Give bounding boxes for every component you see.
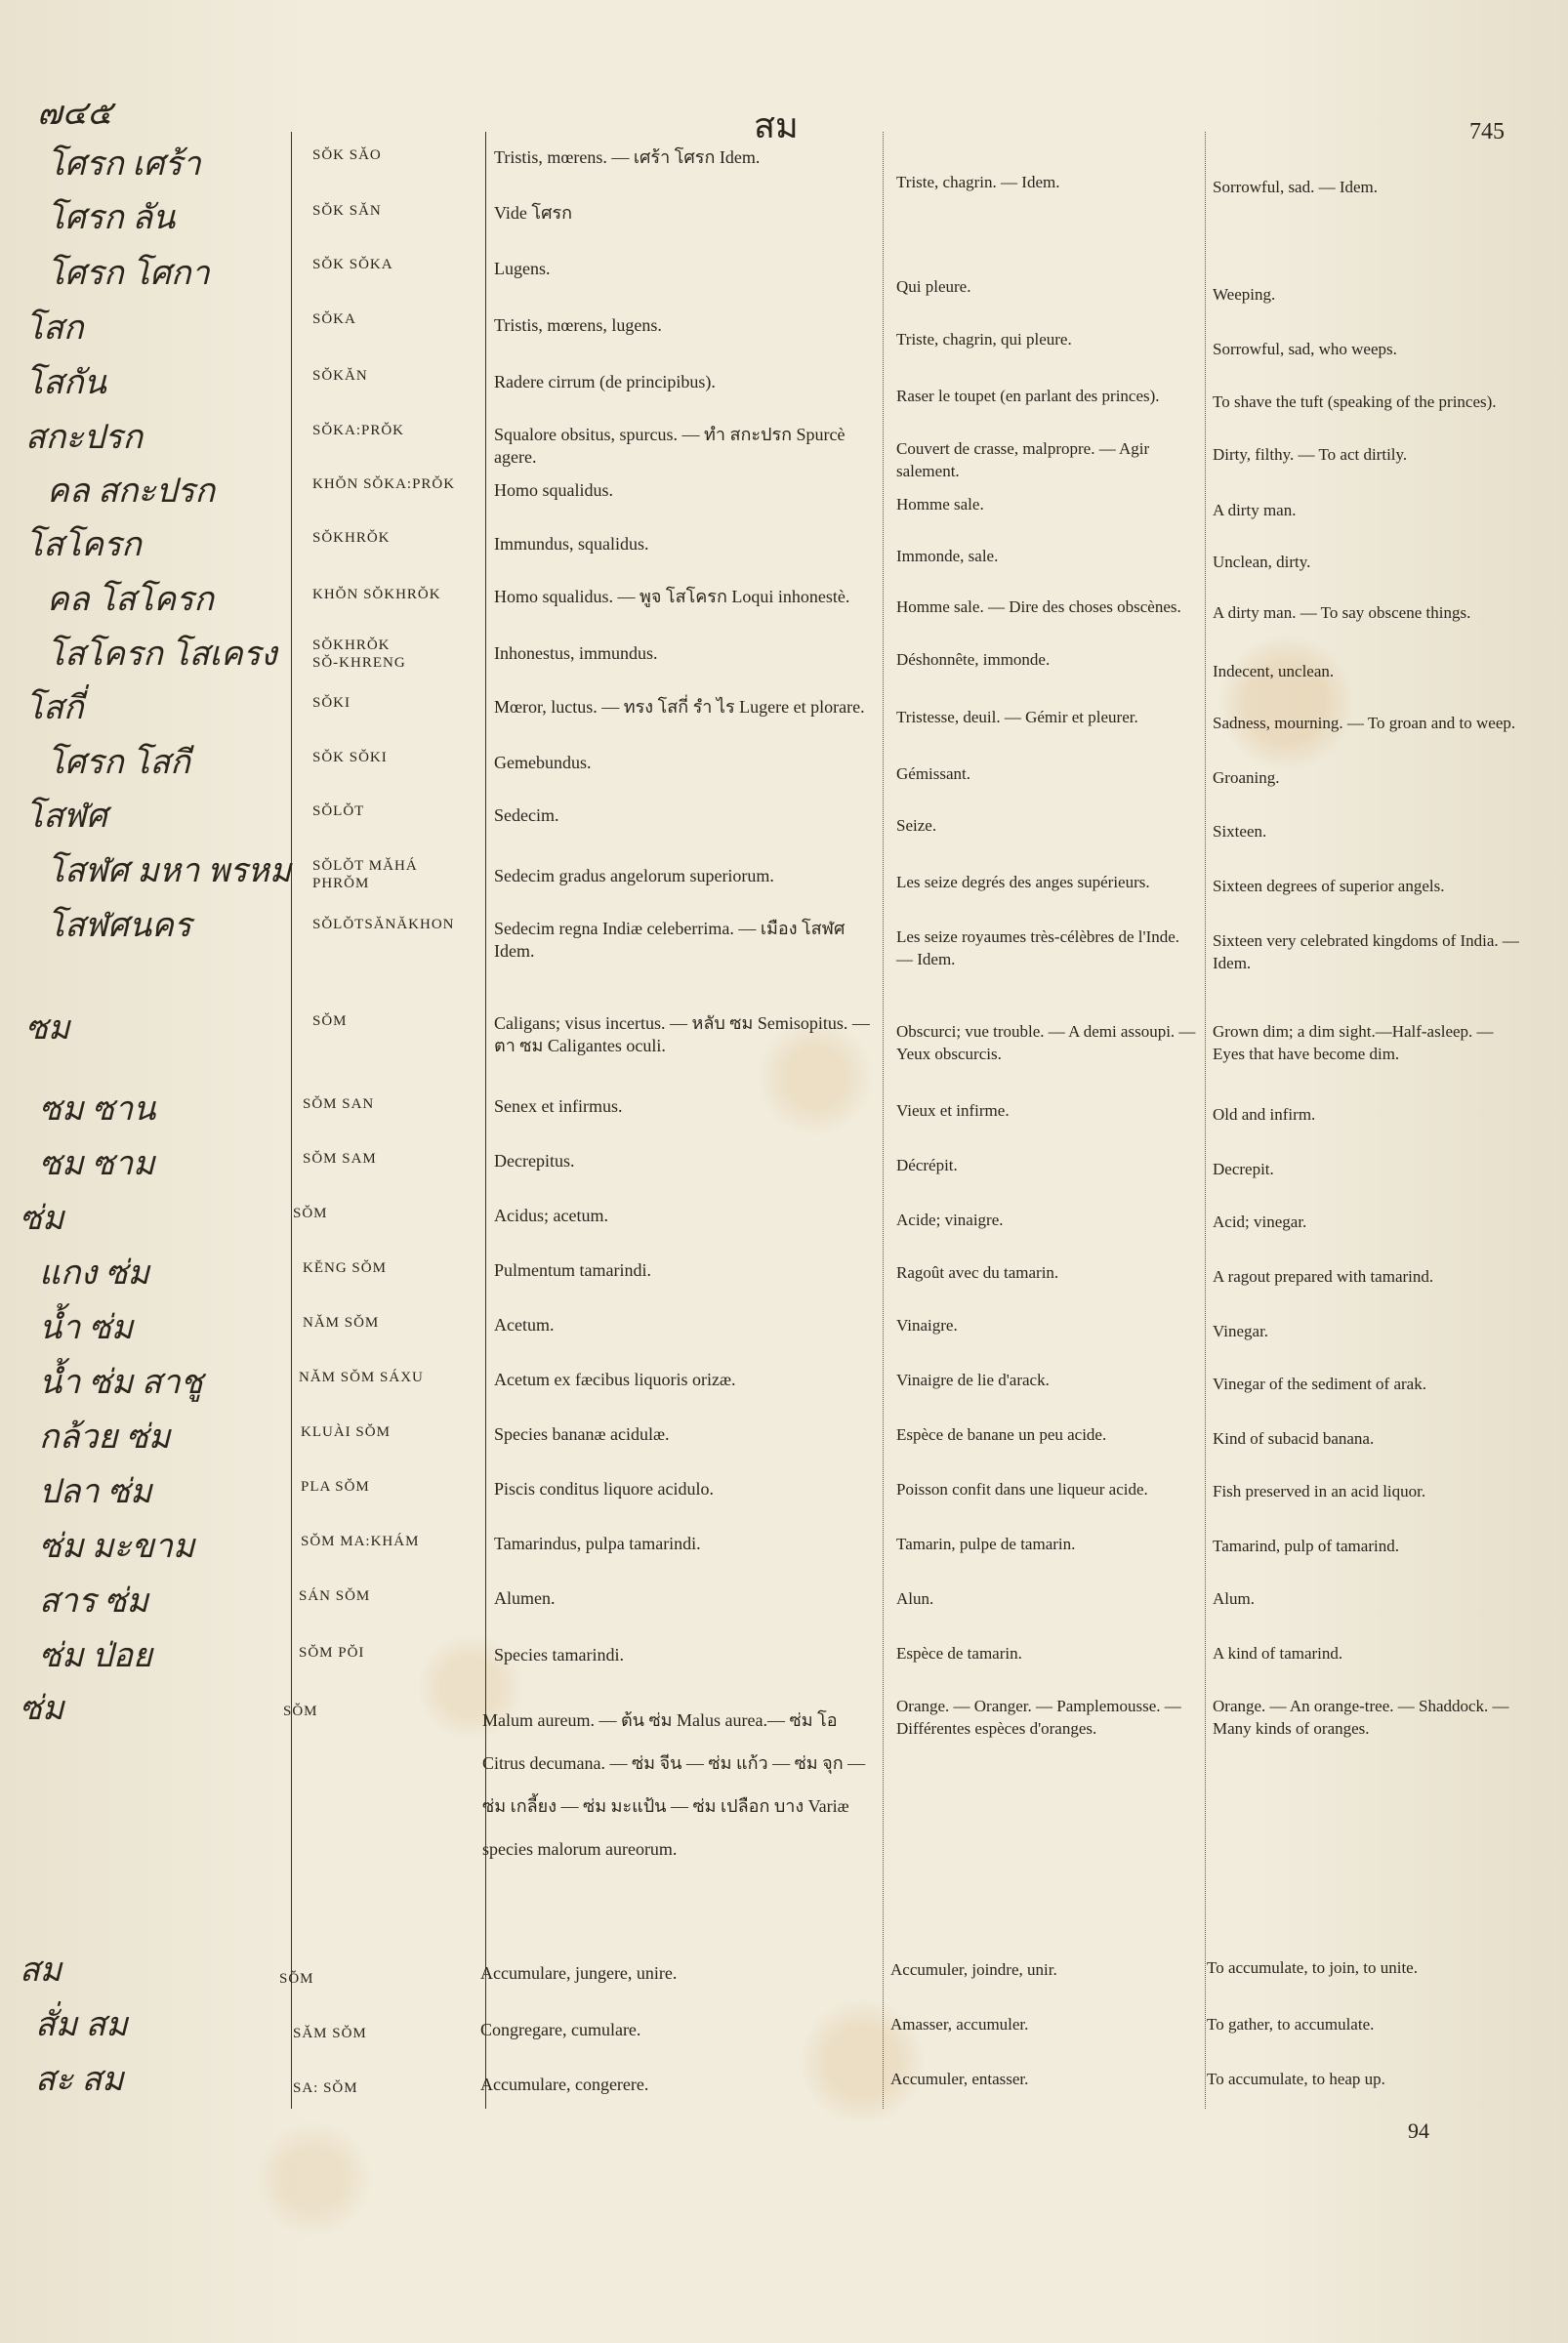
latin-definition: Senex et infirmus. [494, 1096, 623, 1116]
transliteration: SǍM SŎM [293, 2026, 367, 2041]
latin-definition: Acidus; acetum. [494, 1206, 608, 1225]
thai-headword: โศรก โศกา [47, 256, 210, 292]
english-definition: A dirty man. [1213, 501, 1297, 519]
transliteration: SŎM MA:KHÁM [301, 1534, 420, 1549]
thai-headword: โสโครก [25, 527, 142, 563]
transliteration: SŎKHRŎK SŎ-KHRENG [312, 637, 406, 671]
french-definition: Amasser, accumuler. [890, 2015, 1029, 2034]
page-heading-thai: สม [754, 106, 799, 145]
english-definition: To gather, to accumulate. [1207, 2015, 1375, 2034]
transliteration: SŎKI [312, 695, 351, 711]
english-definition: A ragout prepared with tamarind. [1213, 1267, 1434, 1286]
latin-definition: Immundus, squalidus. [494, 534, 649, 554]
french-definition: Alun. [896, 1589, 934, 1608]
thai-headword: กล้วย ซ่ม [39, 1419, 171, 1456]
transliteration: NǍM SŎM [303, 1315, 380, 1331]
thai-headword: สาร ซ่ม [39, 1583, 149, 1620]
french-definition: Tamarin, pulpe de tamarin. [896, 1535, 1076, 1553]
french-definition: Poisson confit dans une liqueur acide. [896, 1480, 1148, 1499]
transliteration: KLUÀI SŎM [301, 1424, 391, 1440]
latin-definition: Alumen. [494, 1588, 556, 1608]
transliteration: SŎKA:PRŎK [312, 423, 405, 438]
latin-definition: Species tamarindi. [494, 1645, 624, 1665]
latin-definition: Vide โศรก [494, 203, 573, 223]
transliteration: PLA SŎM [301, 1479, 370, 1495]
thai-headword: โสฬศ มหา พรหม [47, 853, 292, 889]
latin-definition: Accumulare, congerere. [480, 2075, 649, 2094]
transliteration: SŎK SǍO [312, 147, 382, 163]
latin-definition: Sedecim. [494, 805, 559, 825]
french-definition: Accumuler, joindre, unir. [890, 1960, 1057, 1979]
english-definition: Vinegar. [1213, 1322, 1269, 1340]
latin-definition: Species bananæ acidulæ. [494, 1424, 670, 1444]
thai-headword: ซ่ม มะขาม [39, 1529, 195, 1565]
french-definition: Obscurci; vue trouble. — A demi assoupi. — Yeux obscurcis. [896, 1022, 1196, 1063]
french-definition: Accumuler, entasser. [890, 2070, 1029, 2088]
latin-definition: Sedecim gradus angelorum superiorum. [494, 866, 774, 885]
column-divider [883, 132, 884, 2109]
english-definition: Sadness, mourning. — To groan and to weep. [1213, 714, 1516, 732]
latin-definition: Homo squalidus. — พูจ โสโครก Loqui inhonestè. [494, 587, 850, 606]
thai-headword: โสโครก โสเครง [47, 637, 277, 673]
french-definition: Qui pleure. [896, 277, 971, 296]
thai-headword: โศรก โสกี [47, 745, 190, 781]
english-definition: To shave the tuft (speaking of the princes). [1213, 392, 1497, 411]
transliteration: SŎM [312, 1013, 348, 1029]
thai-headword: สกะปรก [25, 420, 144, 456]
latin-definition: Squalore obsitus, spurcus. — ทำ สกะปรก Spurcè agere. [494, 425, 846, 467]
latin-definition: Inhonestus, immundus. [494, 643, 658, 663]
thai-headword: โศรก ลัน [47, 200, 176, 236]
transliteration: SŎM SAN [303, 1096, 375, 1112]
english-definition: Fish preserved in an acid liquor. [1213, 1482, 1426, 1500]
french-definition: Gémissant. [896, 764, 971, 783]
thai-headword: โสก [25, 310, 84, 347]
french-definition: Déshonnête, immonde. [896, 650, 1051, 669]
thai-headword: คล โสโครก [47, 582, 214, 618]
transliteration: KHŎN SŎKA:PRŎK [312, 476, 456, 492]
column-divider [1205, 132, 1206, 2109]
transliteration: SŎM [293, 1206, 328, 1221]
thai-headword: โสกัน [25, 365, 106, 401]
latin-definition: Pulmentum tamarindi. [494, 1260, 651, 1280]
latin-definition: Homo squalidus. [494, 480, 614, 500]
transliteration: SÁN SŎM [299, 1588, 371, 1604]
transliteration: SŎLŎT MǍHÁ PHRŎM [312, 858, 418, 891]
latin-definition: Lugens. [494, 259, 551, 278]
transliteration: SŎLŎTSĂNĂKHON [312, 917, 455, 932]
thai-headword: ซม ซาม [39, 1146, 155, 1182]
english-definition: Kind of subacid banana. [1213, 1429, 1375, 1448]
english-definition: Tamarind, pulp of tamarind. [1213, 1537, 1399, 1555]
thai-headword: ซ่ม ป่อย [39, 1638, 152, 1674]
page-number-thai: ๗๔๕ [37, 96, 113, 132]
english-definition: To accumulate, to heap up. [1207, 2070, 1385, 2088]
transliteration: SŎK SǍN [312, 203, 382, 219]
french-definition: Orange. — Oranger. — Pamplemousse. — Différentes espèces d'oranges. [896, 1697, 1181, 1738]
thai-headword: โสกี่ [25, 690, 84, 726]
english-definition: Vinegar of the sediment of arak. [1213, 1375, 1426, 1393]
thai-headword: สั่ม สม [35, 2007, 128, 2043]
french-definition: Triste, chagrin. — Idem. [896, 173, 1060, 191]
latin-definition: Decrepitus. [494, 1151, 575, 1171]
thai-headword: แกง ซ่ม [39, 1255, 150, 1292]
thai-headword: ซม [25, 1010, 70, 1047]
latin-definition: Mœror, luctus. — ทรง โสกี่ รำ ไร Lugere et plorare. [494, 697, 865, 717]
english-definition: Weeping. [1213, 285, 1276, 304]
thai-headword: สม [20, 1952, 62, 1989]
french-definition: Acide; vinaigre. [896, 1211, 1004, 1229]
signature-mark: 94 [1408, 2118, 1429, 2143]
latin-definition: Accumulare, jungere, unire. [480, 1963, 678, 1983]
transliteration: SŎKHRŎK [312, 530, 391, 546]
french-definition: Homme sale. [896, 495, 984, 514]
transliteration: KĔNG SŎM [303, 1260, 387, 1276]
latin-definition: Caligans; visus incertus. — หลับ ซม Semisopitus. — ตา ซม Caligantes oculi. [494, 1013, 870, 1055]
transliteration: SŎM [283, 1704, 318, 1719]
latin-definition: Gemebundus. [494, 753, 592, 772]
latin-definition: Malum aureum. — ต้น ซ่ม Malus aurea.— ซ่ม โอ Citrus decumana. — ซ่ม จีน — ซ่ม แก้ว — ซ่ม จุก — ซ่ม เกลี้ยง — ซ่ม มะแป้น — ซ่ม เปลือก บาง Variæ species malorum aureorum. [482, 1710, 866, 1859]
french-definition: Tristesse, deuil. — Gémir et pleurer. [896, 708, 1138, 726]
latin-definition: Tristis, mœrens, lugens. [494, 315, 662, 335]
english-definition: Grown dim; a dim sight.—Half-asleep. — Eyes that have become dim. [1213, 1022, 1494, 1063]
thai-headword: โสฬศ [25, 799, 107, 835]
thai-headword: คล สกะปรก [47, 473, 216, 510]
transliteration: SŎK SŎKA [312, 257, 393, 272]
english-definition: A dirty man. — To say obscene things. [1213, 603, 1471, 622]
thai-headword: ปลา ซ่ม [39, 1474, 152, 1510]
latin-definition: Radere cirrum (de principibus). [494, 372, 716, 391]
latin-definition: Tristis, mœrens. — เศร้า โศรก Idem. [494, 147, 761, 167]
french-definition: Les seize royaumes très-célèbres de l'Inde. — Idem. [896, 927, 1180, 968]
transliteration: SŎM [279, 1971, 314, 1987]
french-definition: Homme sale. — Dire des choses obscènes. [896, 597, 1181, 616]
thai-headword: สะ สม [35, 2062, 124, 2098]
thai-headword: โสฬศนคร [47, 908, 192, 944]
english-definition: Unclean, dirty. [1213, 553, 1311, 571]
english-definition: Acid; vinegar. [1213, 1213, 1307, 1231]
french-definition: Triste, chagrin, qui pleure. [896, 330, 1072, 349]
french-definition: Vinaigre. [896, 1316, 958, 1335]
latin-definition: Sedecim regna Indiæ celeberrima. — เมือง โสฬศ Idem. [494, 919, 846, 961]
english-definition: Orange. — An orange-tree. — Shaddock. — Many kinds of oranges. [1213, 1697, 1509, 1738]
latin-definition: Piscis conditus liquore acidulo. [494, 1479, 714, 1499]
thai-headword: ซ่ม [20, 1691, 64, 1727]
french-definition: Espèce de tamarin. [896, 1644, 1022, 1663]
english-definition: Sorrowful, sad. — Idem. [1213, 178, 1379, 196]
transliteration: SŎM SAM [303, 1151, 377, 1167]
transliteration: SŎK SŎKI [312, 750, 388, 765]
thai-headword: น้ำ ซ่ม [39, 1310, 134, 1346]
french-definition: Décrépit. [896, 1156, 958, 1174]
french-definition: Raser le toupet (en parlant des princes). [896, 387, 1160, 405]
latin-definition: Acetum. [494, 1315, 555, 1335]
english-definition: To accumulate, to join, to unite. [1207, 1958, 1418, 1977]
french-definition: Seize. [896, 816, 937, 835]
thai-headword: ซม ซาน [39, 1091, 156, 1128]
page-number: 745 [1469, 119, 1505, 144]
english-definition: Sixteen degrees of superior angels. [1213, 877, 1445, 895]
english-definition: Dirty, filthy. — To act dirtily. [1213, 445, 1408, 464]
french-definition: Couvert de crasse, malpropre. — Agir salement. [896, 439, 1150, 480]
french-definition: Vieux et infirme. [896, 1101, 1010, 1120]
transliteration: NǍM SŎM SÁXU [299, 1370, 424, 1385]
english-definition: Sixteen very celebrated kingdoms of India. — Idem. [1213, 931, 1519, 972]
transliteration: KHŎN SŎKHRŎK [312, 587, 441, 602]
transliteration: SŎLŎT [312, 803, 365, 819]
french-definition: Les seize degrés des anges supérieurs. [896, 873, 1150, 891]
thai-headword: ซ่ม [20, 1201, 64, 1237]
transliteration: SŎKA [312, 311, 356, 327]
latin-definition: Tamarindus, pulpa tamarindi. [494, 1534, 701, 1553]
english-definition: Alum. [1213, 1589, 1255, 1608]
english-definition: Groaning. [1213, 768, 1280, 787]
latin-definition: Acetum ex fæcibus liquoris orizæ. [494, 1370, 736, 1389]
english-definition: Indecent, unclean. [1213, 662, 1335, 680]
latin-definition: Congregare, cumulare. [480, 2020, 641, 2039]
english-definition: Decrepit. [1213, 1160, 1274, 1178]
thai-headword: น้ำ ซ่ม สาชู [39, 1365, 203, 1401]
transliteration: SŎKĂN [312, 368, 368, 384]
english-definition: Sorrowful, sad, who weeps. [1213, 340, 1397, 358]
transliteration: SŎM PŎI [299, 1645, 365, 1661]
english-definition: Sixteen. [1213, 822, 1267, 841]
french-definition: Ragoût avec du tamarin. [896, 1263, 1059, 1282]
transliteration: SA: SŎM [293, 2080, 358, 2096]
column-divider [291, 132, 292, 2109]
french-definition: Immonde, sale. [896, 547, 999, 565]
thai-headword: โศรก เศร้า [47, 146, 201, 183]
english-definition: Old and infirm. [1213, 1105, 1316, 1124]
french-definition: Vinaigre de lie d'arack. [896, 1371, 1050, 1389]
french-definition: Espèce de banane un peu acide. [896, 1425, 1107, 1444]
english-definition: A kind of tamarind. [1213, 1644, 1343, 1663]
